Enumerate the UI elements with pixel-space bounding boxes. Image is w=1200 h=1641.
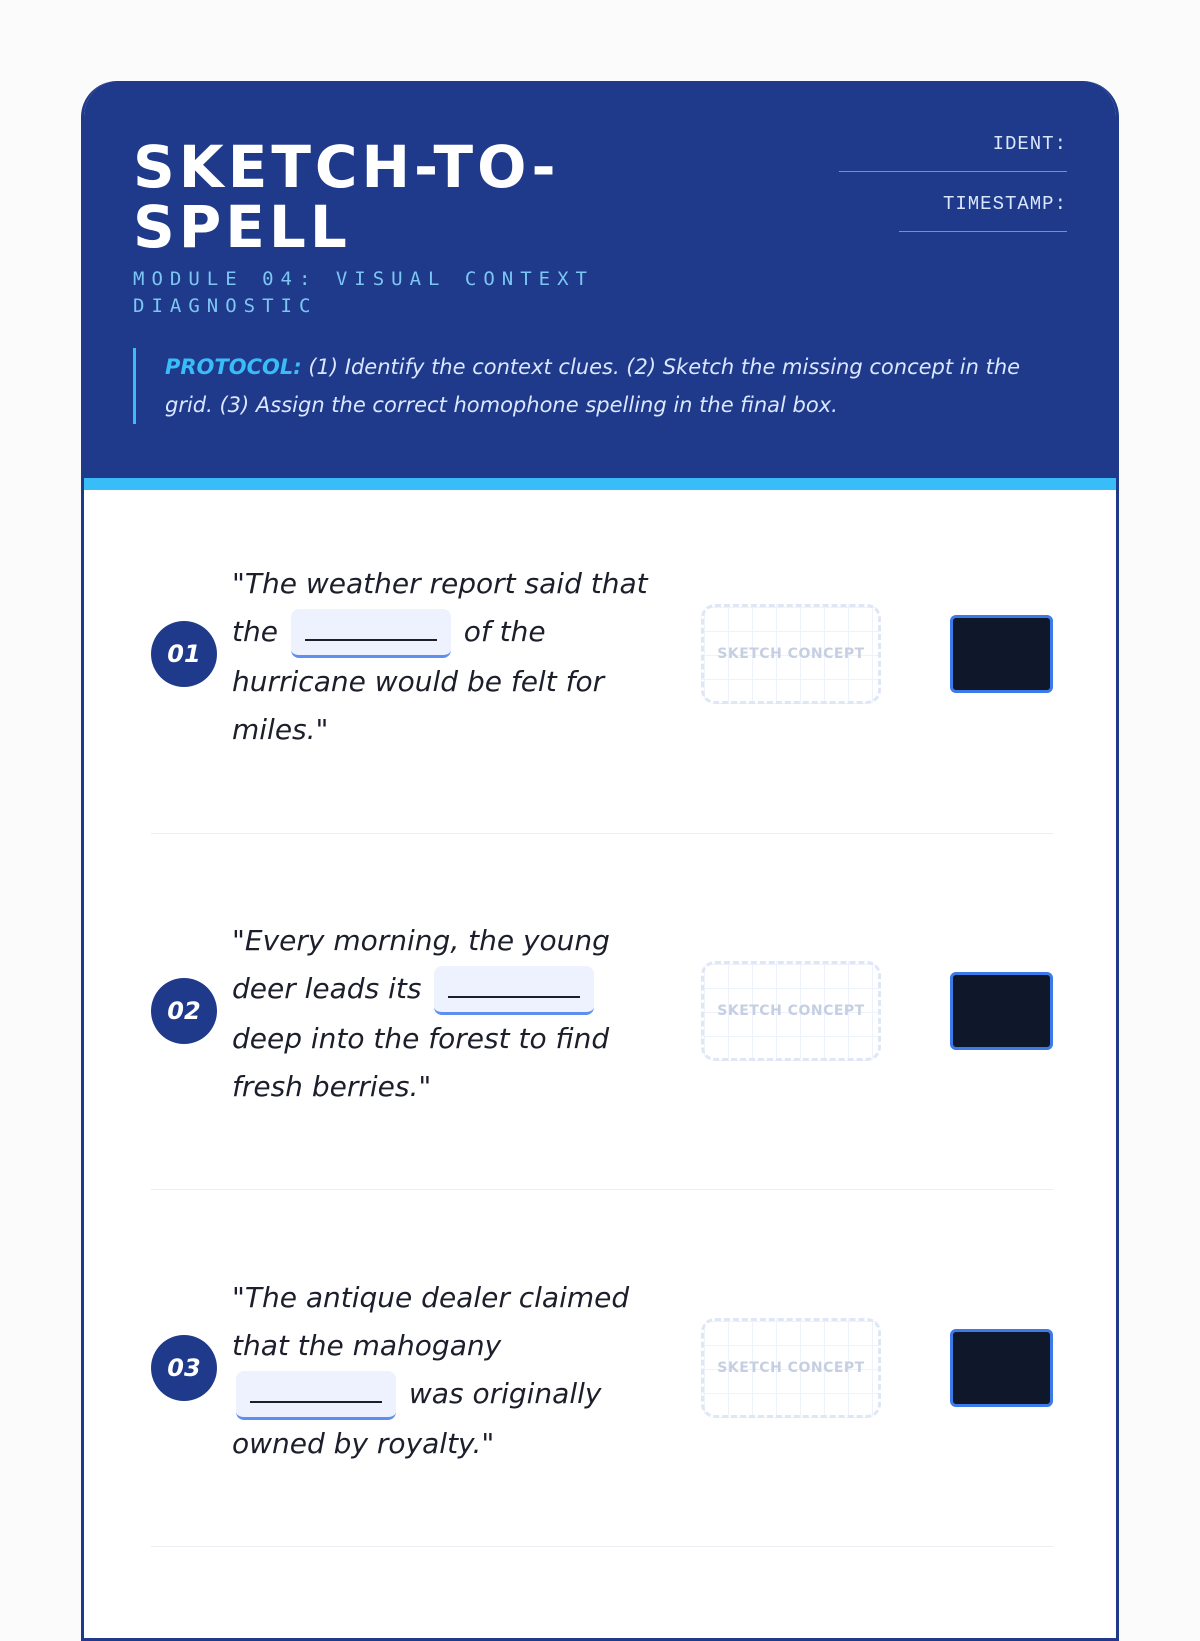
spelling-answer-box[interactable] xyxy=(950,1329,1053,1407)
item-divider xyxy=(151,833,1053,834)
item-divider xyxy=(151,1546,1053,1547)
worksheet xyxy=(81,81,1119,1641)
sketch-label: SKETCH CONCEPT xyxy=(717,1360,865,1376)
question-number: 03 xyxy=(151,1335,217,1401)
blank-line xyxy=(305,639,437,641)
protocol-text: (1) Identify the context clues. (2) Sketch the missing concept in the grid. (3) Assign the correct homophone spelling in the final box. xyxy=(165,355,1021,417)
item-divider xyxy=(151,1189,1053,1190)
sentence-after: deep into the forest to find fresh berries." xyxy=(232,1021,610,1103)
ident-label: IDENT: xyxy=(992,133,1067,155)
protocol-label: PROTOCOL: xyxy=(165,355,302,379)
question-number: 01 xyxy=(151,621,217,687)
sketch-grid[interactable] xyxy=(701,604,881,704)
sketch-grid[interactable] xyxy=(701,1318,881,1418)
header-accent-rule xyxy=(81,478,1119,490)
sentence-after: of the hurricane would be felt for miles." xyxy=(232,615,605,746)
spelling-answer-box[interactable] xyxy=(950,972,1053,1050)
blank-line xyxy=(250,1401,382,1403)
question-sentence xyxy=(232,1274,672,1468)
sentence-before: "Every morning, the young deer leads its xyxy=(232,924,610,1005)
module-subtitle: MODULE 04: VISUAL CONTEXT DIAGNOSTIC xyxy=(133,268,594,317)
page-title: SKETCH-TO-SPELL xyxy=(133,133,560,261)
blank-line xyxy=(448,996,580,998)
sketch-grid[interactable] xyxy=(701,961,881,1061)
sentence-before: "The antique dealer claimed that the mahogany xyxy=(232,1281,630,1362)
sketch-label: SKETCH CONCEPT xyxy=(717,1003,865,1019)
sentence-after: was originally owned by royalty." xyxy=(232,1377,602,1460)
answer-blank[interactable] xyxy=(434,966,594,1015)
answer-blank[interactable] xyxy=(236,1371,396,1420)
question-sentence xyxy=(232,560,672,754)
answer-blank[interactable] xyxy=(291,609,451,658)
sentence-before: "The weather report said that the xyxy=(232,567,648,648)
question-sentence xyxy=(232,917,672,1111)
timestamp-label: TIMESTAMP: xyxy=(942,193,1067,215)
sketch-label: SKETCH CONCEPT xyxy=(717,646,865,662)
spelling-answer-box[interactable] xyxy=(950,615,1053,693)
question-number: 02 xyxy=(151,978,217,1044)
